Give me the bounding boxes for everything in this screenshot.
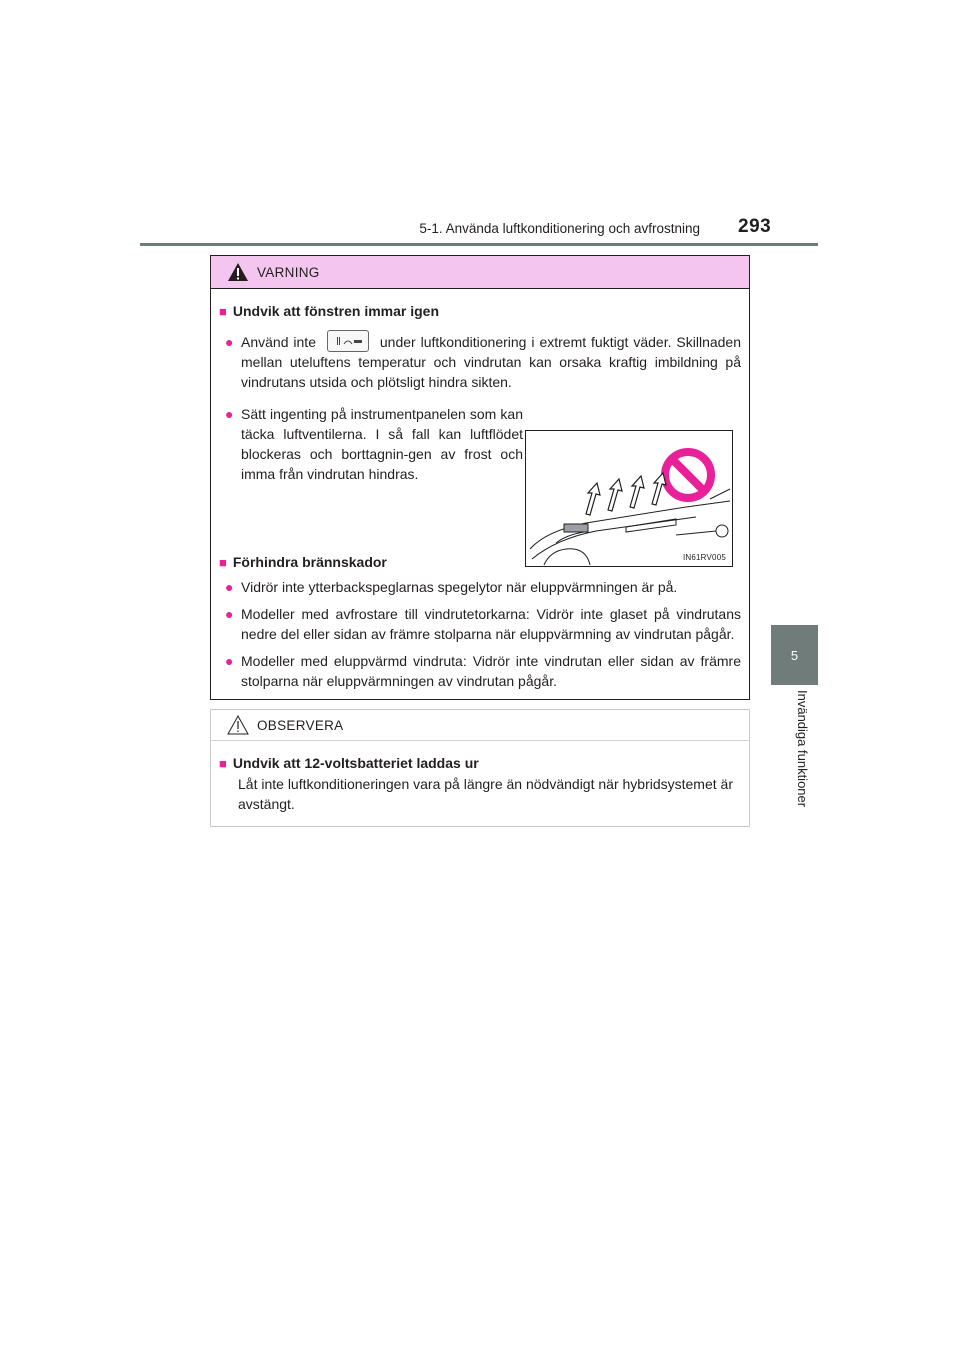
chapter-tab — [771, 625, 818, 685]
front-defroster-button-icon — [327, 330, 369, 352]
section-heading — [219, 301, 741, 322]
warning-triangle-icon — [227, 262, 249, 282]
chapter-number: 5 — [790, 647, 799, 663]
section-heading-text: Förhindra brännskador — [232, 554, 387, 571]
circle-bullet-icon: ● — [225, 334, 234, 350]
circle-bullet-icon: ● — [225, 406, 234, 423]
warning-title: VARNING — [257, 264, 320, 280]
notice-text: Låt inte luftkonditioneringen vara på längre än nödvändigt när hybridsystemet är avstängt. — [238, 776, 733, 812]
notice-title: OBSERVERA — [257, 717, 344, 733]
circle-bullet-icon: ● — [225, 606, 234, 623]
warning-header — [211, 256, 749, 289]
bullet-text: Vidrör inte ytterbackspeglarnas spegelytor när eluppvärmningen är på. — [241, 579, 678, 596]
section-title: 5-1. Använda luftkonditionering och avfrostning — [419, 221, 700, 236]
bullet-text-before: Använd inte — [241, 334, 316, 350]
notice-body — [211, 741, 749, 814]
bullet-text-after: under luftkonditionering i extremt fuktigt väder. Skillnaden mellan uteluftens temperatur och vindrutan kan orsaka kraftig imbildning på vindrutans utsida och plötsligt hindra sikten. — [241, 334, 742, 391]
notice-header — [211, 710, 749, 741]
bullet-text: Sätt ingenting på instrumentpanelen som kan täcka luftventilerna. I så fall kan luftflödet blockeras och borttagnin-gen av frost och imma från vindrutan hindras. — [241, 406, 523, 483]
section-heading-text: Undvik att fönstren immar igen — [232, 303, 440, 319]
bullet-item — [219, 332, 741, 392]
notice-heading — [219, 753, 741, 774]
warning-body — [211, 289, 749, 691]
blocked-vent-illustration — [526, 431, 732, 566]
bullet-item — [219, 577, 741, 597]
dashboard-illustration — [525, 430, 733, 567]
illustration-code: IN61RV005 — [682, 553, 726, 562]
caution-triangle-icon — [227, 715, 249, 735]
circle-bullet-icon: ● — [225, 653, 234, 670]
square-bullet-icon: ■ — [219, 304, 227, 319]
bullet-item — [219, 604, 741, 644]
square-bullet-icon: ■ — [219, 555, 227, 571]
header-rule — [140, 243, 818, 246]
bullet-item — [219, 404, 523, 484]
bullet-item — [219, 651, 741, 691]
notice-box — [210, 709, 750, 827]
circle-bullet-icon: ● — [225, 579, 234, 596]
square-bullet-icon: ■ — [219, 756, 227, 771]
bullet-text: Modeller med eluppvärmd vindruta: Vidrör inte vindrutan eller sidan av främre stolparna när eluppvärmningen av vindrutan pågår. — [241, 653, 741, 690]
warning-box — [210, 255, 750, 700]
page-number: 293 — [738, 216, 772, 237]
bullet-text: Modeller med avfrostare till vindrutetorkarna: Vidrör inte glaset på vindrutans nedre del eller sidan av främre stolparna när eluppvärmning av vindrutan pågår. — [241, 606, 741, 643]
chapter-title: Invändiga funktioner — [795, 690, 810, 808]
notice-heading-text: Undvik att 12-voltsbatteriet laddas ur — [232, 755, 479, 771]
